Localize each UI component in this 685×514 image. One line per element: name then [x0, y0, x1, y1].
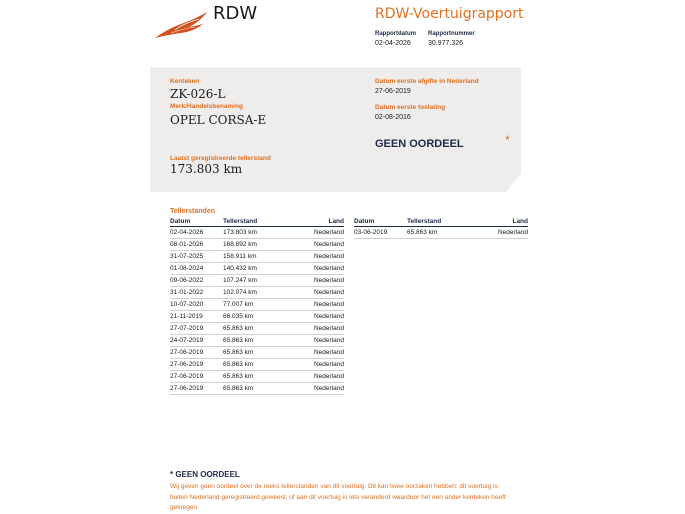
table-row [170, 311, 344, 323]
kenteken-label: Kenteken [170, 78, 200, 85]
cell-land: Nederland [283, 263, 344, 275]
cell-land: Nederland [283, 347, 344, 359]
column-header-land: Land [283, 218, 344, 227]
oordeel-asterisk: * [505, 133, 510, 147]
cell-land: Nederland [283, 227, 344, 239]
table-row [354, 227, 528, 239]
report-title: RDW-Voertuigrapport [375, 6, 524, 22]
cell-tellerstand: 140.432 km [223, 263, 283, 275]
cell-tellerstand: 65.863 km [223, 383, 283, 395]
rapportdatum-value: 02-04-2026 [375, 40, 411, 47]
merk-label: Merk/Handelsbenaming [170, 103, 243, 110]
cell-land: Nederland [467, 227, 528, 239]
cell-datum: 02-04-2026 [170, 227, 223, 239]
eerste-afgifte-label: Datum eerste afgifte in Nederland [375, 78, 479, 85]
cell-datum: 24-07-2019 [170, 335, 223, 347]
column-header-tellerstand: Tellerstand [223, 218, 283, 227]
table-row [170, 299, 344, 311]
oordeel-verdict: GEEN OORDEEL [375, 138, 464, 150]
cell-tellerstand: 65.863 km [223, 359, 283, 371]
cell-tellerstand: 77.007 km [223, 299, 283, 311]
tellerstanden-table-right [354, 218, 528, 239]
cell-tellerstand: 107.247 km [223, 275, 283, 287]
rdw-logo-icon [153, 10, 209, 40]
tellerstand-value: 173.803 km [170, 162, 243, 176]
cell-datum: 27-06-2019 [170, 371, 223, 383]
column-header-datum: Datum [354, 218, 407, 227]
cell-tellerstand: 102.074 km [223, 287, 283, 299]
cell-datum: 27-06-2019 [170, 383, 223, 395]
footnote-text: Wij geven geen oordeel over de reeks tellerstanden van dit voertuig. Dit kan twee oorzaken hebben: dit voertuig is buiten Nederland geregistreerd geweest, of aan dit voertuig is iets veranderd waardoor het een ander kenteken heeft gekregen. [170, 483, 506, 511]
cell-land: Nederland [283, 371, 344, 383]
cell-tellerstand: 65.863 km [223, 347, 283, 359]
merk-value: OPEL CORSA-E [170, 113, 267, 127]
table-row [170, 359, 344, 371]
cell-datum: 09-06-2022 [170, 275, 223, 287]
table-row [170, 347, 344, 359]
table-row [170, 323, 344, 335]
cell-tellerstand: 66.035 km [223, 311, 283, 323]
column-header-datum: Datum [170, 218, 223, 227]
cell-land: Nederland [283, 251, 344, 263]
table-row [170, 251, 344, 263]
cell-datum: 03-06-2019 [354, 227, 407, 239]
cell-land: Nederland [283, 299, 344, 311]
cell-land: Nederland [283, 275, 344, 287]
rapportnummer-label: Rapportnummer [428, 31, 475, 37]
cell-land: Nederland [283, 335, 344, 347]
cell-tellerstand: 158.911 km [223, 251, 283, 263]
kenteken-value: ZK-026-L [170, 87, 226, 101]
table-row [170, 371, 344, 383]
eerste-afgifte-value: 27-06-2019 [375, 88, 411, 95]
tellerstanden-table-left [170, 218, 344, 395]
table-row [170, 335, 344, 347]
cell-datum: 27-06-2019 [170, 359, 223, 371]
column-header-tellerstand: Tellerstand [407, 218, 467, 227]
tellerstand-label: Laatst geregistreerde tellerstand [170, 155, 271, 162]
cell-tellerstand: 65.863 km [407, 227, 467, 239]
table-row [170, 239, 344, 251]
eerste-toelating-label: Datum eerste toelating [375, 104, 446, 111]
cell-datum: 31-07-2025 [170, 251, 223, 263]
table-row [170, 287, 344, 299]
cell-datum: 27-07-2019 [170, 323, 223, 335]
cell-land: Nederland [283, 239, 344, 251]
cell-datum: 21-11-2019 [170, 311, 223, 323]
cell-tellerstand: 65.863 km [223, 323, 283, 335]
cell-datum: 08-01-2026 [170, 239, 223, 251]
tellerstanden-title: Tellerstanden [170, 208, 215, 215]
cell-tellerstand: 65.863 km [223, 371, 283, 383]
table-row [170, 383, 344, 395]
cell-datum: 10-07-2020 [170, 299, 223, 311]
brand-name: RDW [213, 3, 258, 24]
cell-datum: 27-06-2019 [170, 347, 223, 359]
table-row [170, 275, 344, 287]
table-header-row [170, 218, 344, 227]
cell-land: Nederland [283, 287, 344, 299]
cell-land: Nederland [283, 311, 344, 323]
table-row [170, 227, 344, 239]
cell-datum: 01-08-2024 [170, 263, 223, 275]
cell-tellerstand: 173.803 km [223, 227, 283, 239]
cell-land: Nederland [283, 323, 344, 335]
rapportdatum-label: Rapportdatum [375, 31, 416, 37]
cell-land: Nederland [283, 359, 344, 371]
cell-tellerstand: 65.863 km [223, 335, 283, 347]
table-header-row [354, 218, 528, 227]
cell-datum: 31-01-2022 [170, 287, 223, 299]
eerste-toelating-value: 02-08-2016 [375, 114, 411, 121]
footnote-title: * GEEN OORDEEL [170, 470, 240, 479]
rapportnummer-value: 30.977.326 [428, 40, 464, 47]
table-row [170, 263, 344, 275]
cell-land: Nederland [283, 383, 344, 395]
column-header-land: Land [467, 218, 528, 227]
cell-tellerstand: 168.892 km [223, 239, 283, 251]
